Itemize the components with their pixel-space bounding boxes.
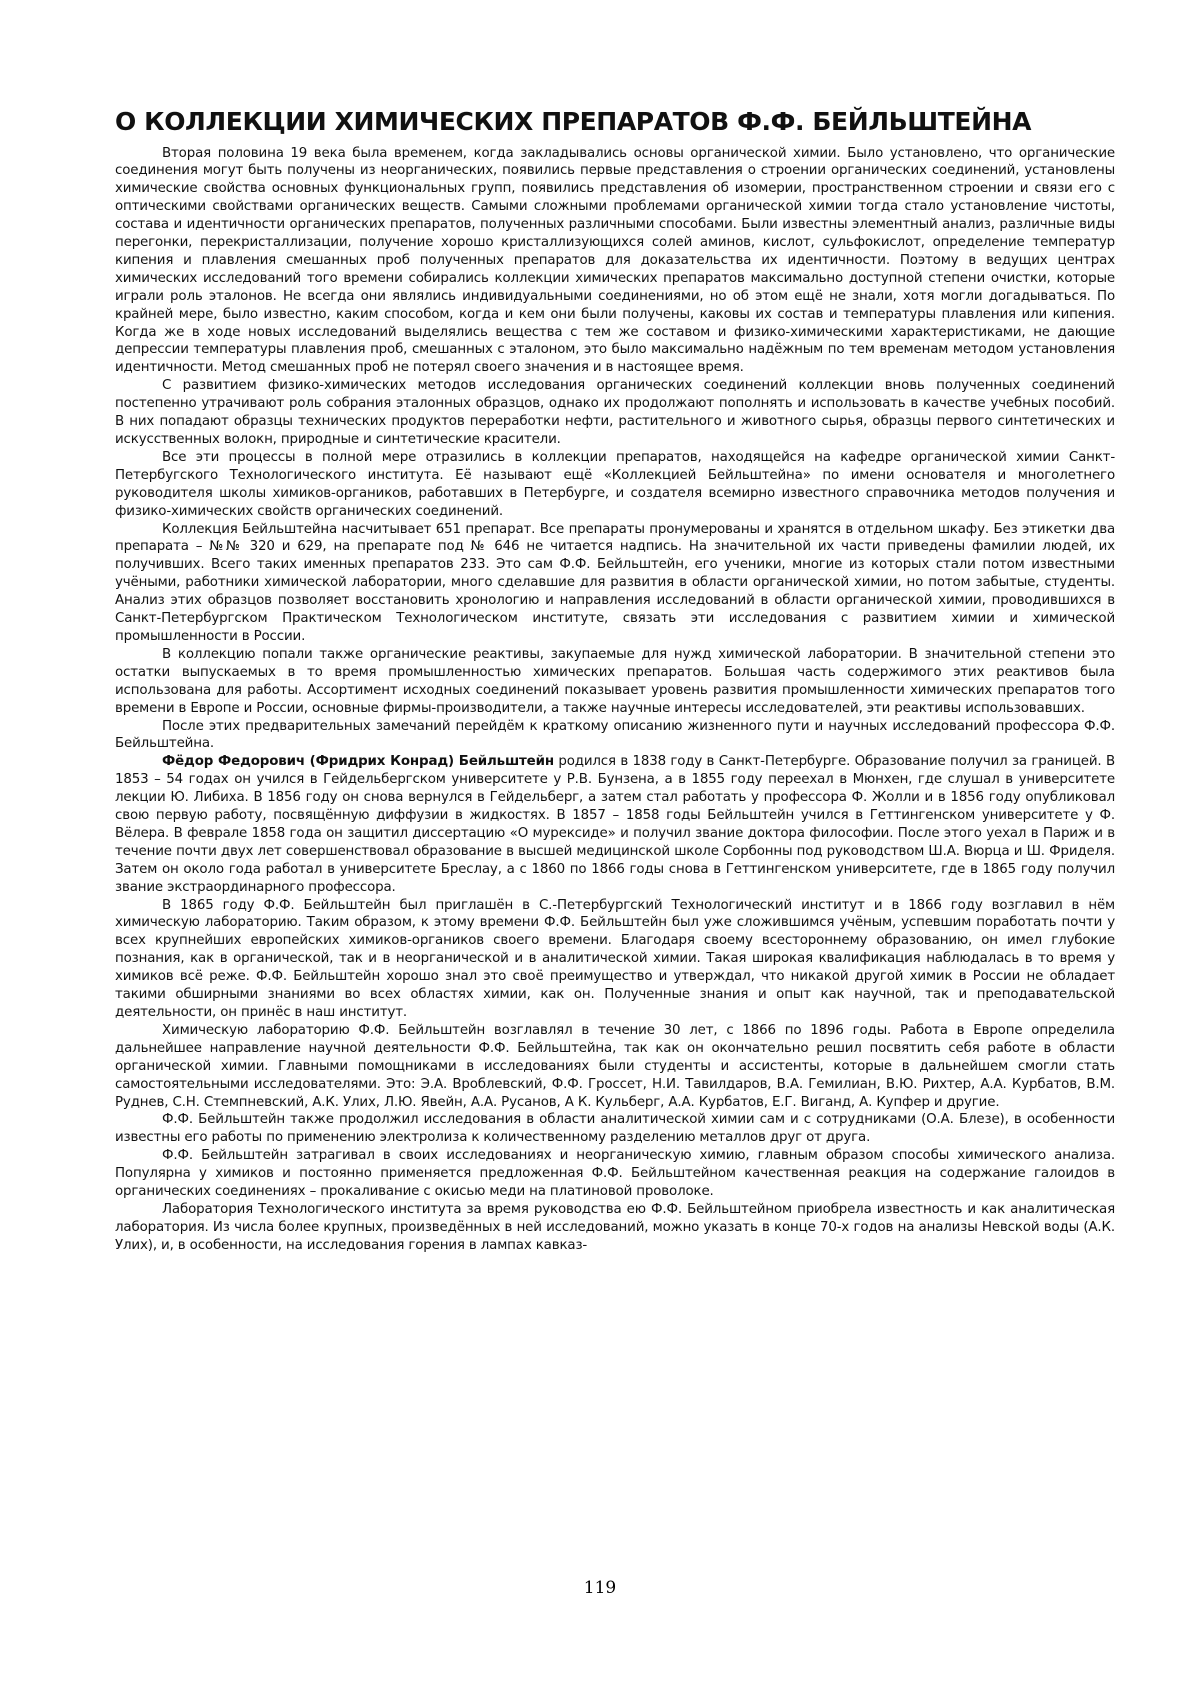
paragraph-5: В коллекцию попали также органические реактивы, закупаемые для нужд химической лаборатории. В значительной степени это остатки выпускаемых в то время промышленностью химических препаратов. Большая часть содержимого этих реактивов была использована для работы. Ассортимент исходных соединений показывает уровень развития промышленности химических препаратов того времени в Европе и России, основные фирмы-производители, а также научные интересы исследователей, эти реактивы использовавших. [115,646,1115,716]
paragraph-1: Вторая половина 19 века была временем, когда закладывались основы органической химии. Было установлено, что органические соединения могут быть получены из неорганических, появились первые представления о строении органических соединений, установлены химические свойства основных функциональных групп, появились представления об изомерии, пространственном строении и связи его с оптическими свойствами органических веществ. Самыми сложными проблемами органической химии тогда стало установление чистоты, состава и идентичности органических препаратов, полученных различными способами. Были известны элементный анализ, различные виды перегонки, перекристаллизации, получение хорошо кристаллизующихся солей аминов, кислот, сульфокислот, определение температур кипения и плавления смешанных проб полученных препаратов для доказательства их идентичности. Поэтому в ведущих центрах химических исследований того времени собирались коллекции химических препаратов максимально доступной степени очистки, которые играли роль эталонов. Не всегда они являлись индивидуальными соединениями, но об этом ещё не знали, хотя могли догадываться. По крайней мере, было известно, каким способом, когда и кем они были получены, каковы их состав и температуры плавления или кипения. Когда же в ходе новых исследований выделялись вещества с тем же составом и физико-химическими характеристиками, не дающие депрессии температуры плавления проб, смешанных с эталоном, это было максимально надёжным по тем временам методом установления идентичности. Метод смешанных проб не потерял своего значения и в настоящее время. [115,145,1115,376]
paragraph-9: Химическую лабораторию Ф.Ф. Бейльштейн возглавлял в течение 30 лет, с 1866 по 1896 годы. Работа в Европе определила дальнейшее направление научной деятельности Ф.Ф. Бейльштейна, так как он окончательно решил посвятить себя работе в области органической химии. Главными помощниками в исследованиях были студенты и ассистенты, которые в дальнейшем смогли стать самостоятельными исследователями. Это: Э.А. Вроблевский, Ф.Ф. Гроссет, Н.И. Тавилдаров, В.А. Гемилиан, В.Ю. Рихтер, А.А. Курбатов, В.М. Руднев, С.Н. Стемпневский, А.К. Улих, Л.Ю. Явейн, А.А. Русанов, А К. Кульберг, А.А. Курбатов, Е.Г. Виганд, А. Купфер и другие. [115,1022,1115,1110]
document-page [115,108,1115,1255]
article-title: О КОЛЛЕКЦИИ ХИМИЧЕСКИХ ПРЕПАРАТОВ Ф.Ф. БЕЙЛЬШТЕЙНА [115,107,1032,136]
paragraph-3: Все эти процессы в полной мере отразились в коллекции препаратов, находящейся на кафедре органической химии Санкт-Петербугского Технологического института. Её называют ещё «Коллекцией Бейльштейна» по имени основателя и многолетнего руководителя школы химиков-органиков, работавших в Петербурге, и создателя всемирно известного справочника методов получения и физико-химических свойств органических соединений. [115,449,1115,519]
paragraph-8: В 1865 году Ф.Ф. Бейльштейн был приглашён в С.-Петербургский Технологический институт и в 1866 году возглавил в нём химическую лабораторию. Таким образом, к этому времени Ф.Ф. Бейльштейн был уже сложившимся учёным, успевшим поработать почти у всех крупнейших европейских химиков-органиков своего времени. Благодаря своему всестороннему образованию, он имел глубокие познания, как в органической, так и в неорганической и в аналитической химии. Такая широкая квалификация наблюдалась в то время у химиков всё реже. Ф.Ф. Бейльштейн хорошо знал это своё преимущество и утверждал, что никакой другой химик в России не обладает такими обширными знаниями во всех областях химии, как он. Полученные знания и опыт как научной, так и преподавательской деятельности, он принёс в наш институт. [115,897,1115,1020]
paragraph-bio [115,753,1115,896]
paragraph-10: Ф.Ф. Бейльштейн также продолжил исследования в области аналитической химии сам и с сотрудниками (О.А. Блезе), в особенности известны его работы по применению электролиза к количественному разделению металлов друг от друга. [115,1112,1115,1146]
paragraph-4: Коллекция Бейльштейна насчитывает 651 препарат. Все препараты пронумерованы и хранятся в отдельном шкафу. Без этикетки два препарата – №№ 320 и 629, на препарате под № 646 не читается надпись. На значительной их части приведены фамилии людей, их получивших. Всего таких именных препаратов 233. Это сам Ф.Ф. Бейльштейн, его ученики, многие из которых стали потом известными учёными, работники химической лаборатории, много сделавшие для развития в области органической химии, но потом забытые, студенты. Анализ этих образцов позволяет восстановить хронологию и направления исследований в области органической химии, проводившихся в Санкт-Петербургском Практическом Технологическом институте, связать эти исследования с развитием химии и химической промышленности в России. [115,521,1115,644]
paragraph-12: Лаборатория Технологического института за время руководства ею Ф.Ф. Бейльштейном приобрела известность и как аналитическая лаборатория. Из числа более крупных, произведённых в ней исследований, можно указать в конце 70-х годов на анализы Невской воды (А.К. Улих), и, в особенности, на исследования горения в лампах кавказ- [115,1201,1115,1253]
paragraph-6: После этих предварительных замечаний перейдём к краткому описанию жизненного пути и научных исследований профессора Ф.Ф. Бейльштейна. [115,718,1115,752]
paragraph-11: Ф.Ф. Бейльштейн затрагивал в своих исследованиях и неорганическую химию, главным образом способы химического анализа. Популярна у химиков и постоянно применяется предложенная Ф.Ф. Бейльштейном качественная реакция на содержание галоидов в органических соединениях – прокаливание с окисью меди на платиновой проволоке. [115,1148,1115,1200]
page-number: 119 [583,1578,617,1598]
bio-name-bold: Фёдор Федорович (Фридрих Конрад) Бейльштейн [162,754,554,770]
bio-text: родился в 1838 году в Санкт-Петербурге. Образование получил за границей. В 1853 – 54 годах он учился в Гейдельбергском университете у Р.В. Бунзена, а в 1855 году переехал в Мюнхен, где слушал в университете лекции Ю. Либиха. В 1856 году он снова вернулся в Гейдельберг, а затем стал работать у профессора Ф. Жолли и в 1856 году опубликовал свою первую работу, посвящённую диффузии в жидкостях. В 1857 – 1858 годы Бейльштейн учился в Геттингенском университете у Ф. Вёлера. В феврале 1858 года он защитил диссертацию «О мурексиде» и получил звание доктора философии. После этого уехал в Париж и в течение почти двух лет совершенствовал образование в высшей медицинской школе Сорбонны под руководством Ш.А. Вюрца и Ш. Фриделя. Затем он около года работал в университете Бреслау, а с 1860 по 1866 годы снова в Геттингенском университете, где в 1865 году получил звание экстраординарного профессора. [115,754,1115,895]
paragraph-2: С развитием физико-химических методов исследования органических соединений коллекции вновь полученных соединений постепенно утрачивают роль собрания эталонных образцов, однако их продолжают пополнять и использовать в качестве учебных пособий. В них попадают образцы технических продуктов переработки нефти, растительного и животного сырья, образцы первого синтетических и искусственных волокн, природные и синтетические красители. [115,378,1115,447]
